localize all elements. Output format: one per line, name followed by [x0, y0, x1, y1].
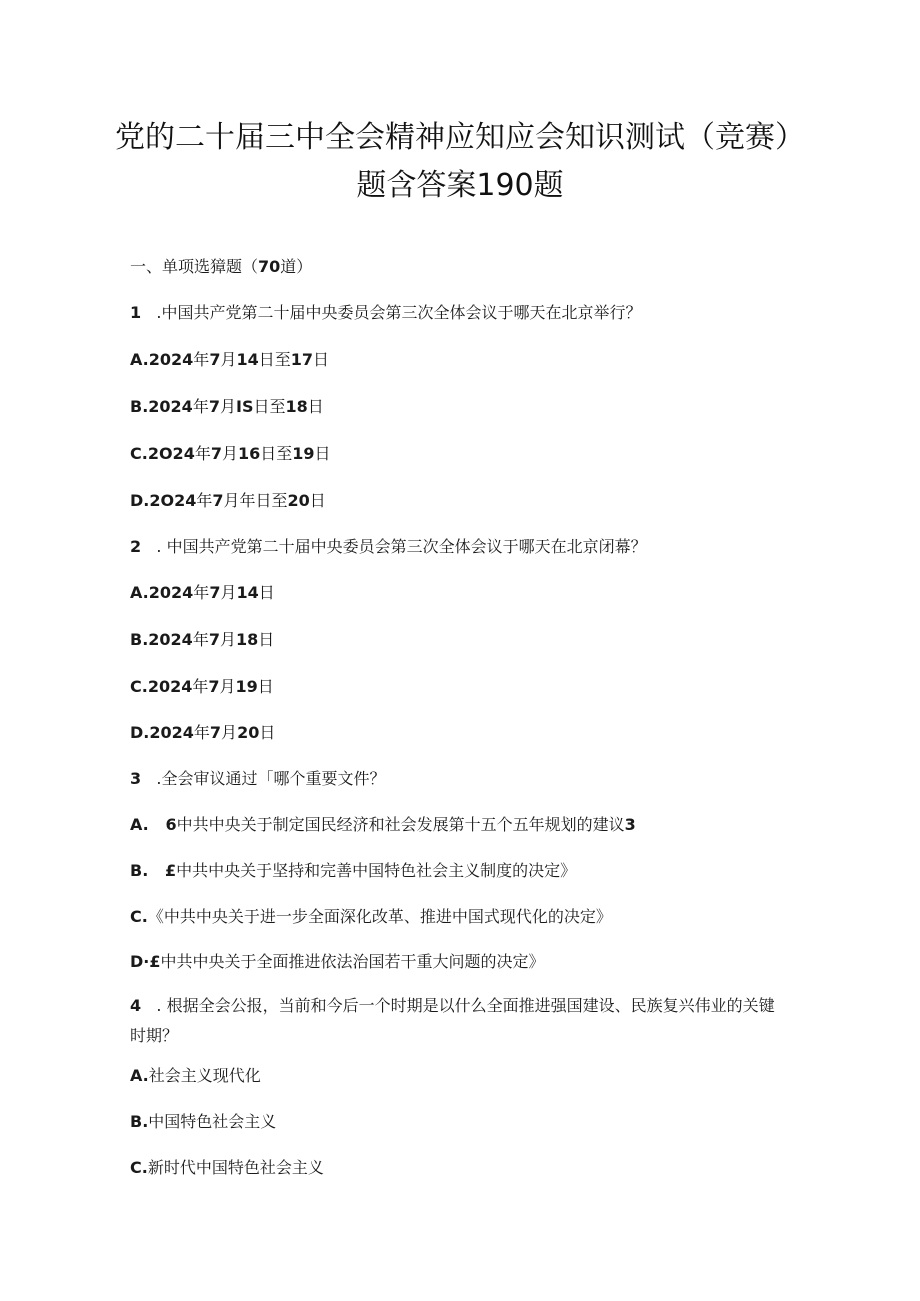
option-number: 7 — [210, 444, 222, 463]
option-text: 中共中央关于制定国民经济和社会发展第十五个五年规划的建议 — [176, 815, 625, 834]
option-marker: C. — [130, 907, 148, 926]
question-number: 2 — [130, 537, 142, 556]
option-text: 月 — [221, 444, 238, 463]
option-text: 《中共中央关于进一步全面深化改革、推进中国式现代化的决定》 — [147, 907, 612, 926]
option-text: 月 — [219, 677, 236, 696]
option-text: 日 — [258, 630, 275, 649]
question-text: .中国共产党第二十届中央委员会第三次全体会议于哪天在北京举行？ — [141, 303, 642, 322]
option-number: 20 — [287, 491, 310, 510]
option-text: 日 — [257, 677, 274, 696]
option-text: 年 — [193, 350, 210, 369]
q3-option-c — [130, 906, 612, 928]
option-number: 20 — [237, 723, 260, 742]
option-marker: B. £ — [130, 861, 177, 880]
question-text: . 中国共产党第二十届中央委员会第三次全体会议于哪天在北京闭幕？ — [141, 537, 647, 556]
q2-option-c — [130, 676, 274, 698]
option-number: 7 — [208, 677, 220, 696]
option-text: 月年日至 — [223, 491, 288, 510]
question-4 — [130, 991, 790, 1051]
document-title-line2: 题含答案190题 — [356, 168, 564, 203]
question-text: .全会审议通过「哪个重要文件？ — [141, 769, 386, 788]
q2-option-d — [130, 722, 275, 744]
option-text: 日至 — [253, 397, 286, 416]
q4-option-c — [130, 1157, 324, 1179]
option-number: 7 — [209, 583, 221, 602]
option-number: 18 — [235, 630, 259, 649]
q4-option-a — [130, 1065, 261, 1087]
option-text: 日 — [259, 723, 276, 742]
option-number: 7 — [209, 350, 221, 369]
option-marker: C.2O24 — [130, 444, 195, 463]
option-text: 年 — [193, 723, 210, 742]
option-text: 月 — [220, 350, 237, 369]
option-number: 7 — [209, 723, 222, 742]
option-text: 月 — [219, 630, 236, 649]
section-heading-count: 70 — [258, 257, 281, 276]
option-marker: C. — [130, 1158, 148, 1177]
question-text: . 根据全会公报，当前和今后一个时期是以什么全面推进强国建设、民族复兴伟业的关键时期？ — [130, 996, 775, 1045]
option-marker: B.2024 — [130, 397, 193, 416]
question-number: 3 — [130, 769, 142, 788]
option-marker: B. — [130, 1112, 149, 1131]
option-marker: B.2024 — [130, 630, 193, 649]
option-text: 新时代中国特色社会主义 — [147, 1158, 324, 1177]
option-number: 14 — [236, 583, 259, 602]
option-number: IS — [235, 397, 254, 416]
option-text: 日 — [258, 583, 275, 602]
option-number: 7 — [208, 397, 220, 416]
option-text: 月 — [220, 583, 237, 602]
option-number: 19 — [292, 444, 315, 463]
option-text: 年 — [194, 444, 211, 463]
option-text: 年 — [192, 630, 209, 649]
option-text: 中共中央关于坚持和完善中国特色社会主义制度的决定》 — [176, 861, 577, 880]
question-number: 4 — [130, 996, 142, 1015]
option-text: 日 — [307, 397, 324, 416]
q3-option-b — [130, 860, 576, 882]
section-heading-suffix: 道） — [280, 257, 313, 276]
option-marker: A.2024 — [130, 350, 194, 369]
option-text: 年 — [192, 677, 209, 696]
option-marker: D·£ — [130, 952, 161, 971]
document-title-line1: 党的二十届三中全会精神应知应会知识测试（竞赛） — [115, 120, 805, 155]
option-text: 月 — [219, 397, 236, 416]
option-text: 社会主义现代化 — [148, 1066, 261, 1085]
option-marker: A.2024 — [130, 583, 194, 602]
q2-option-a — [130, 582, 275, 604]
question-2 — [130, 536, 647, 558]
option-text: 日 — [309, 491, 326, 510]
option-text: 日 — [313, 350, 330, 369]
question-number: 1 — [130, 303, 142, 322]
option-marker: C.2024 — [130, 677, 193, 696]
option-marker: D.2O24 — [130, 491, 197, 510]
option-text: 月 — [221, 723, 238, 742]
option-number: 18 — [285, 397, 308, 416]
option-text: 日至 — [258, 350, 291, 369]
option-marker: A. 6 — [130, 815, 177, 834]
option-text: 中国特色社会主义 — [148, 1112, 277, 1131]
q4-option-b — [130, 1111, 276, 1133]
q3-option-d — [130, 951, 545, 973]
option-number: 3 — [624, 815, 636, 834]
q1-option-c — [130, 443, 331, 465]
q1-option-b — [130, 396, 324, 418]
q1-option-a — [130, 349, 329, 371]
option-text: 年 — [193, 583, 210, 602]
option-text: 中共中央关于全面推进依法治国若干重大问题的决定》 — [160, 952, 545, 971]
q3-option-a — [130, 814, 636, 836]
option-text: 日至 — [260, 444, 293, 463]
option-text: 年 — [196, 491, 213, 510]
option-text: 年 — [192, 397, 209, 416]
option-marker: D.2024 — [130, 723, 194, 742]
section-heading — [130, 256, 312, 278]
option-number: 16 — [238, 444, 261, 463]
option-number: 14 — [236, 350, 259, 369]
option-number: 17 — [290, 350, 314, 369]
option-number: 7 — [212, 491, 224, 510]
question-3 — [130, 768, 386, 790]
option-marker: A. — [130, 1066, 149, 1085]
option-text: 日 — [314, 444, 331, 463]
section-heading-prefix: 一、单项选獐题（ — [130, 257, 259, 276]
q1-option-d — [130, 490, 326, 512]
option-number: 19 — [235, 677, 258, 696]
option-number: 7 — [208, 630, 220, 649]
question-1 — [130, 302, 642, 324]
q2-option-b — [130, 629, 274, 651]
